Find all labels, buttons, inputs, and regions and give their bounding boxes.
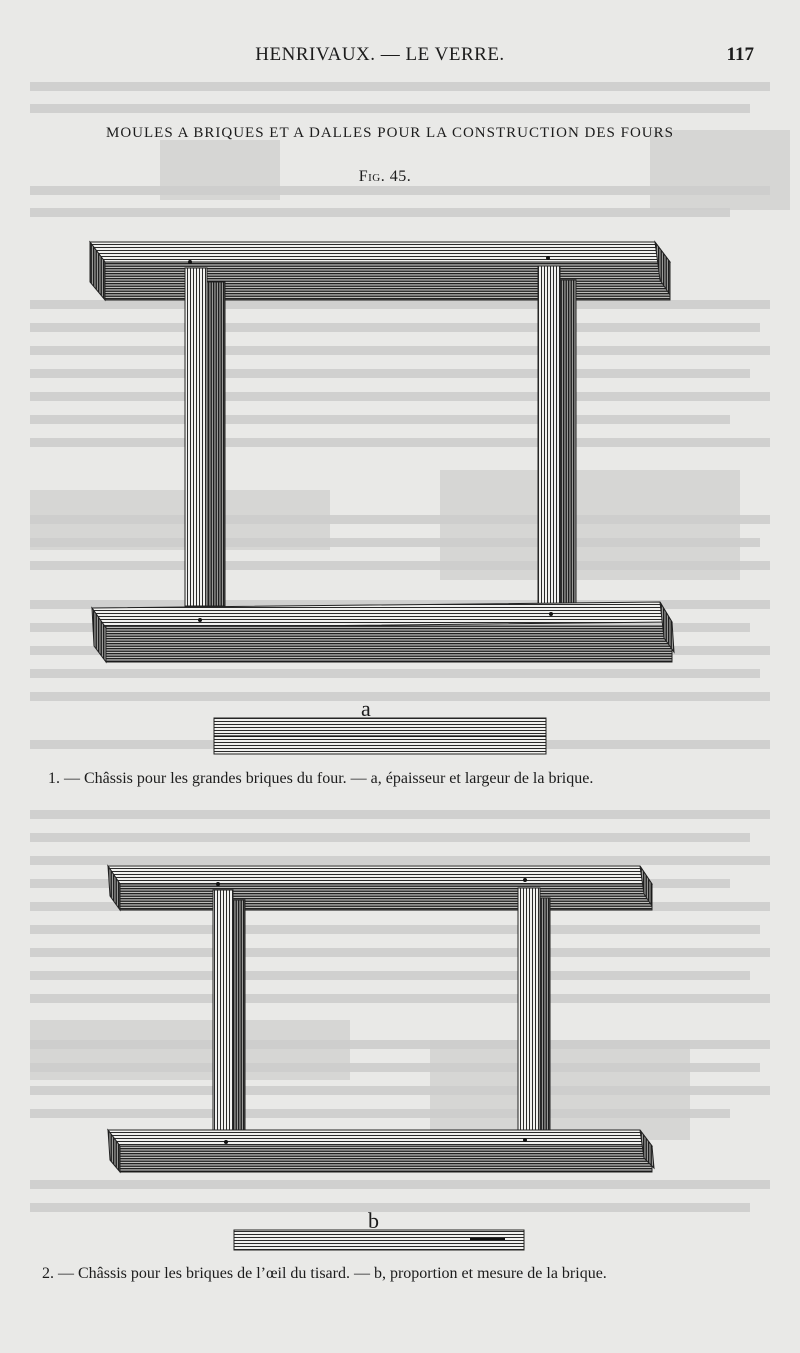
page-number: 117 [726, 44, 754, 65]
figure1-caption: 1. — Châssis pour les grandes briques du four. — a, épaisseur et largeur de la brique. [48, 770, 594, 787]
brick-b-section [234, 1230, 524, 1250]
right-post-2 [518, 888, 550, 1132]
bottom-rail-2 [108, 1130, 654, 1172]
plate-title: MOULES A BRIQUES ET A DALLES POUR LA CONSTRUCTION DES FOURS [106, 125, 674, 141]
figure2-letter: b [368, 1208, 379, 1233]
running-title: HENRIVAUX. — LE VERRE. [255, 44, 505, 65]
top-rail-2 [108, 866, 652, 910]
figure1-letter: a [361, 696, 371, 721]
figure-label: Fig. 45. [358, 168, 412, 185]
left-post-2 [213, 890, 245, 1132]
figure2-caption: 2. — Châssis pour les briques de l’œil du tisard. — b, proportion et mesure de la brique. [42, 1265, 607, 1282]
